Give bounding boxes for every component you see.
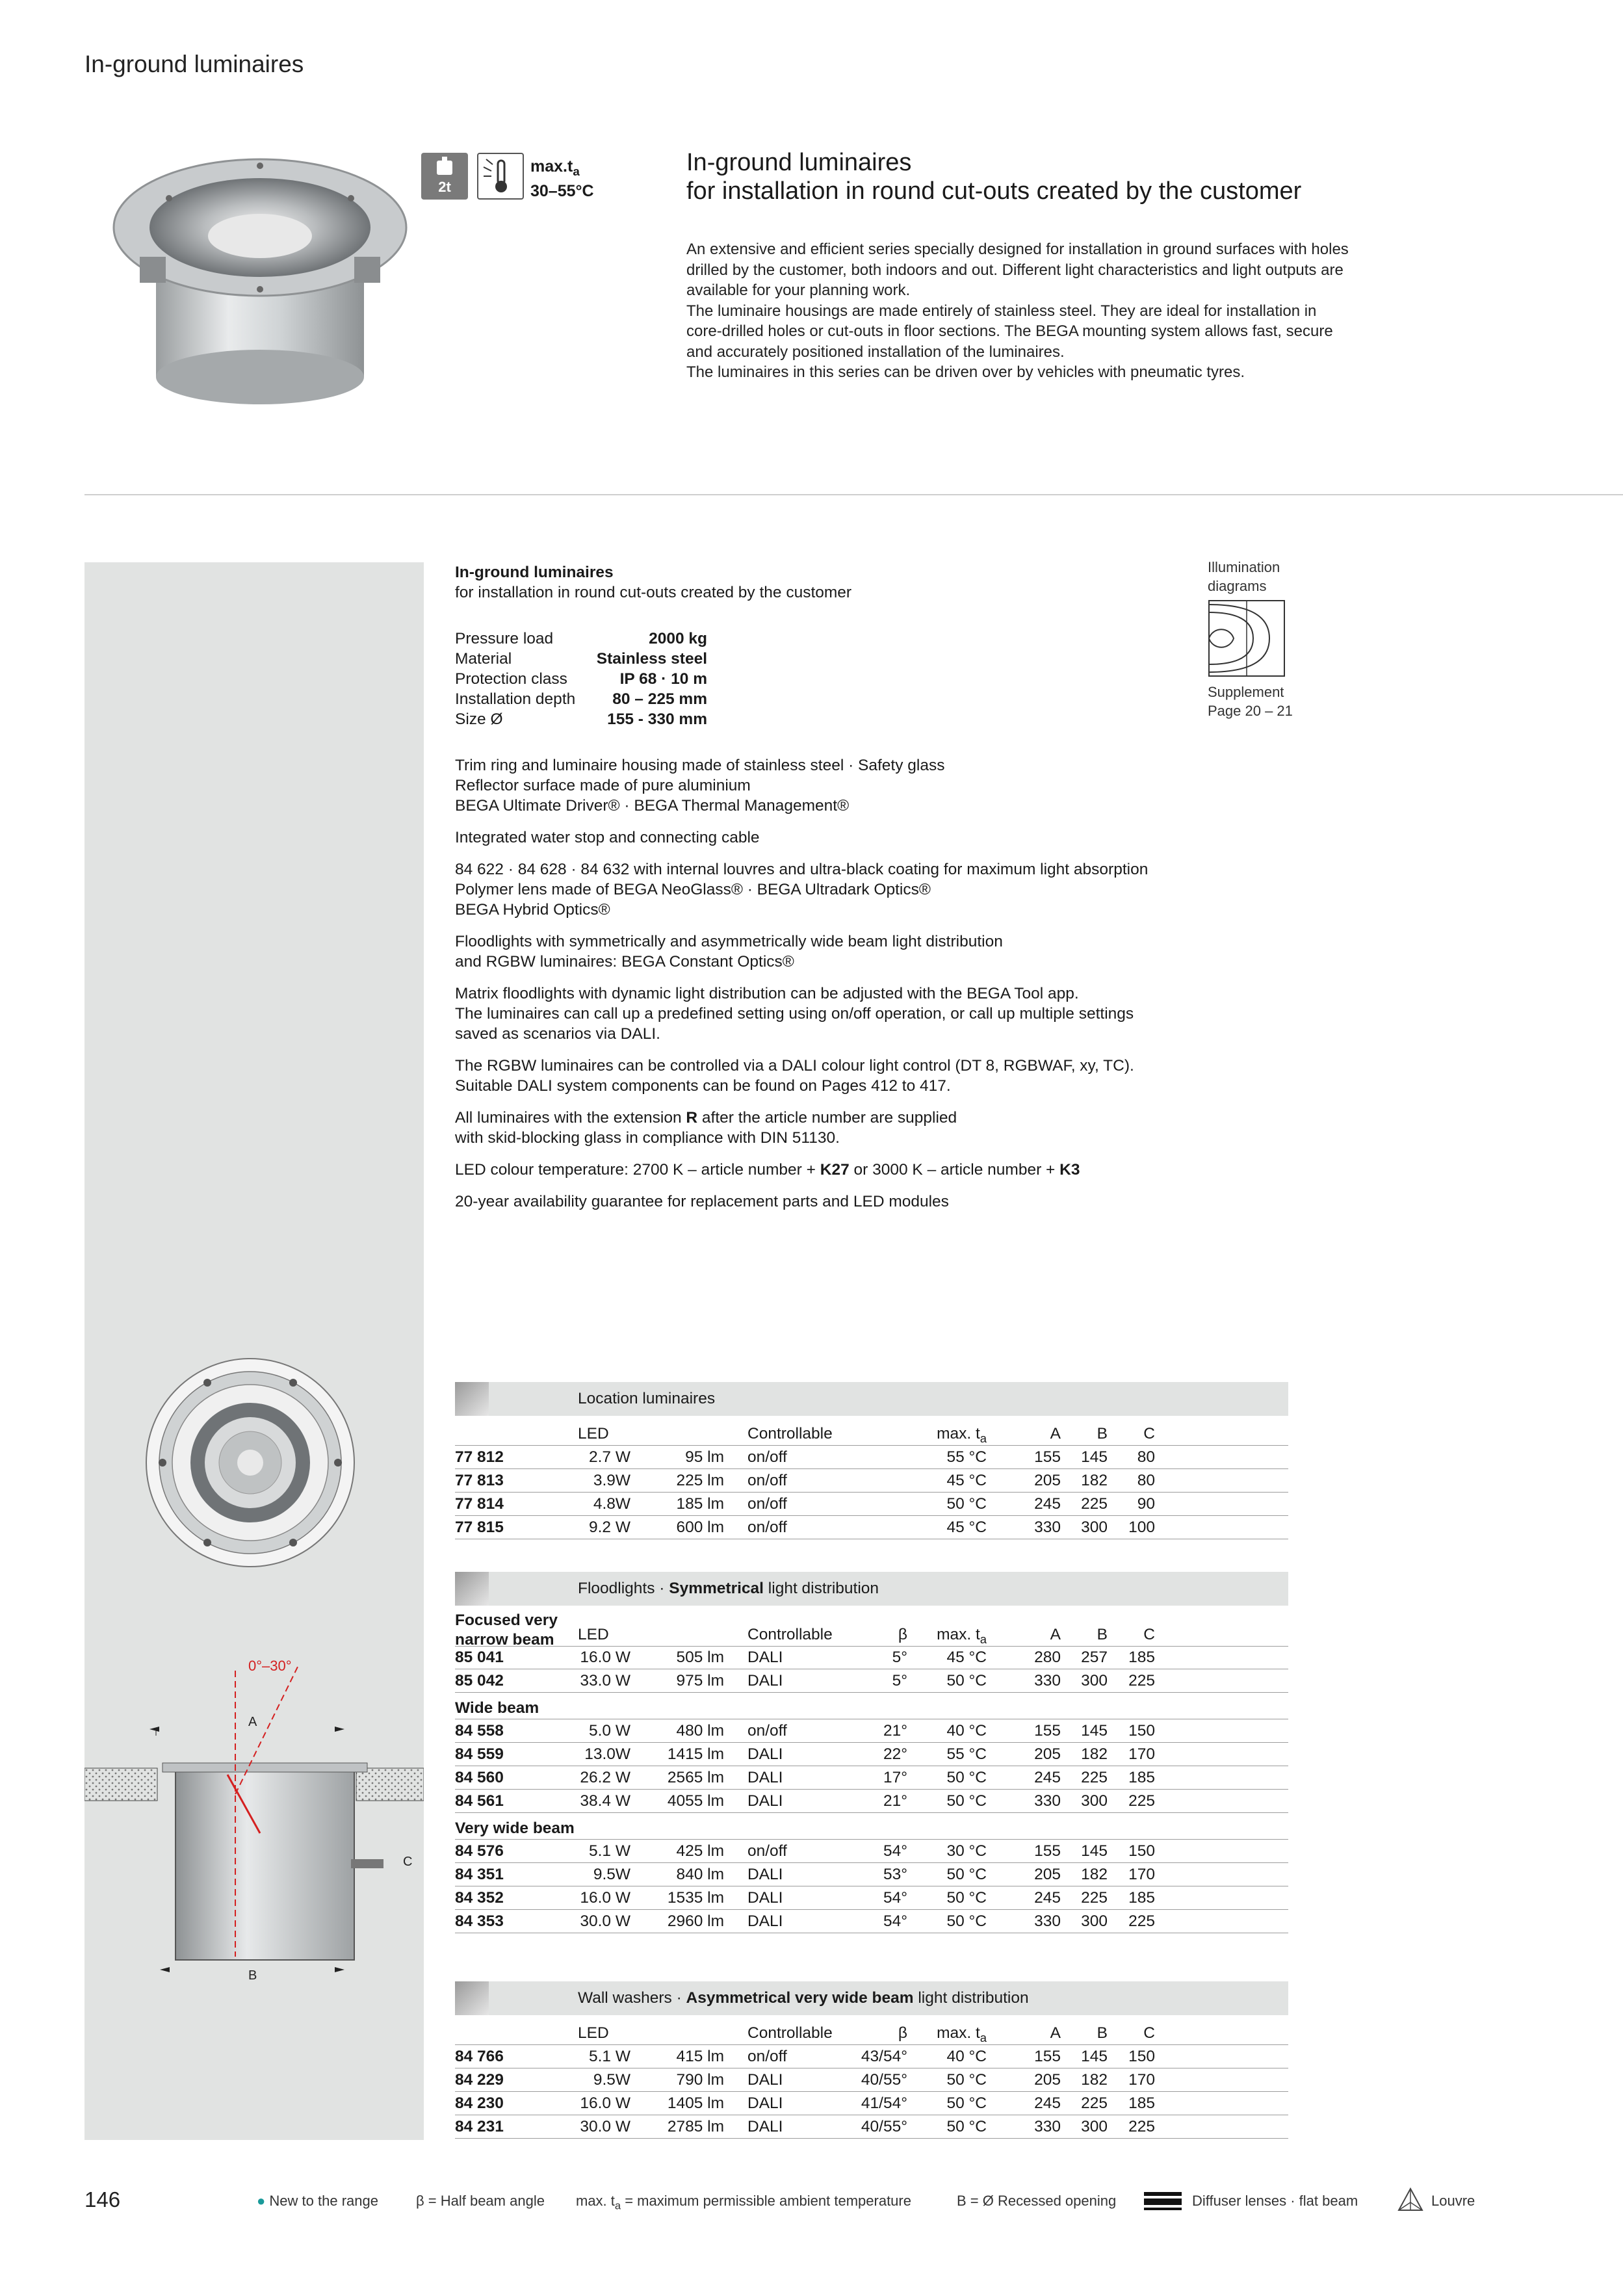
section-header: Location luminaires — [455, 1382, 1288, 1416]
intro-text: An extensive and efficient series specially designed for installation in ground surfaces with holes drilled by the customer, both indoors and out. Different light characteristics and light outputs are available for your planning work. The luminaire housings are made entirely of stainless steel. They are ideal for installation in core-drilled holes or cut-outs in floor sections. The BEGA mounting system allows fast, secure and accurately positioned installation of the luminaires. The luminaires in this series can be driven over by vehicles with pneumatic tyres. — [686, 241, 1349, 381]
table-row: 84 558 5.0 W 480 lm on/off 21° 40 °C 155 145 150 — [455, 1719, 1288, 1743]
table-row: 84 559 13.0W 1415 lm DALI 22° 55 °C 205 182 170 — [455, 1743, 1288, 1766]
angle-label: 0°–30° — [248, 1658, 292, 1674]
section-drawing — [84, 1645, 424, 1989]
louvre-icon — [1396, 2187, 1425, 2213]
table-location: Location luminaires LED Controllable max. $t_a$ A B C 77 812 2.7 W 95 lm on/off 55 °C 155 145 80 77 813 3.9W 225 lm on/off 45 °C 205 182 80 77 814 4.8W 185 lm on/off 50 °C 245 225 90 77 815 9.2 W 600 lm on/off 45 °C 330 300 100 — [455, 1382, 1288, 1539]
spec-block: In-ground luminaires for installation in round cut-outs created by the customer Pressure load 2000 kg Material Stainless steel Protection class IP 68 · 10 m Installation depth 80 – 225 mm Size Ø 155 - 330 mm Trim ring and luminaire housing made of stainless steel · Safety glass Reflector surface made of pure aluminium BEGA Ultimate Driver® · BEGA Thermal Management® Integrated water stop and connecting cable 84 622 · 84 628 · 84 632 with internal louvres and ultra-black coating for maximum light absorption Polymer lens made of BEGA NeoGlass® · BEGA Ultradark Optics® BEGA Hybrid Optics® Floodlights with symmetrically and asymmetrically wide beam light distribution and RGBW luminaires: BEGA Constant Optics® Matrix floodlights with dynamic light distribution can be adjusted with the BEGA Tool app. The luminaires can call up a predefined setting using on/off operation, or call up multiple settings saved as scenarios via DALI. The RGBW luminaires can be controlled via a DALI colour light control (DT 8, RGBWAF, xy, TC). Suitable DALI system components can be found on Pages 412 to 417. All luminaires with the extension R after the article number are supplied with skid-blocking glass in compliance with DIN 51130. LED colour temperature: 2700 K – article number + K27 or 3000 K – article number + K3 20-year availability guarantee for replacement parts and LED modules — [455, 564, 1149, 1210]
pressure-load-icon: 2t — [421, 153, 468, 200]
divider — [84, 494, 1623, 495]
table-row: 77 813 3.9W 225 lm on/off 45 °C 205 182 80 — [455, 1469, 1288, 1493]
table-row: 84 561 38.4 W 4055 lm DALI 21° 50 °C 330 300 225 — [455, 1790, 1288, 1813]
table-row: 84 230 16.0 W 1405 lm DALI 41/54° 50 °C 245 225 185 — [455, 2092, 1288, 2115]
table-row: 77 812 2.7 W 95 lm on/off 55 °C 155 145 80 — [455, 1446, 1288, 1469]
supplement-ref: Supplement Page 20 – 21 — [1208, 684, 1293, 719]
section-thumb-icon — [455, 1382, 489, 1416]
illumination-diagram-icon[interactable] — [1208, 599, 1286, 677]
spec-badges — [421, 153, 594, 201]
table-row: 77 814 4.8W 185 lm on/off 50 °C 245 225 90 — [455, 1493, 1288, 1516]
legend-b: B = Ø Recessed opening — [957, 2193, 1117, 2209]
diffuser-icon — [1144, 2189, 1182, 2211]
table-row: 84 229 9.5W 790 lm DALI 40/55° 50 °C 205 182 170 — [455, 2068, 1288, 2092]
section-header: Wall washers · Asymmetrical very wide beam light distribution — [455, 1981, 1288, 2015]
spec-row: Protection class IP 68 · 10 m — [455, 670, 707, 688]
spec-row: Material Stainless steel — [455, 650, 707, 668]
table-row: 77 815 9.2 W 600 lm on/off 45 °C 330 300 100 — [455, 1516, 1288, 1539]
section-thumb-icon — [455, 1981, 489, 2015]
table-row: 84 766 5.1 W 415 lm on/off 43/54° 40 °C 155 145 150 — [455, 2045, 1288, 2068]
section-header: Floodlights · Symmetrical light distribution — [455, 1572, 1288, 1606]
illumination-label: Illumination diagrams — [1208, 559, 1280, 594]
legend-diffuser: Diffuser lenses · flat beam — [1192, 2193, 1358, 2209]
spec-row: Size Ø 155 - 330 mm — [455, 711, 707, 728]
section-title: In-ground luminaires for installation in round cut-outs created by the customer — [686, 149, 1302, 205]
product-hero-image — [104, 146, 416, 419]
spec-row: Installation depth 80 – 225 mm — [455, 690, 707, 708]
top-view-drawing — [144, 1357, 356, 1569]
temperature-range: $\max.t_a$ 30–55°C — [530, 157, 594, 200]
legend-louvre: Louvre — [1431, 2193, 1475, 2209]
table-row: 84 560 26.2 W 2565 lm DALI 17° 50 °C 245 225 185 — [455, 1766, 1288, 1790]
legend-new: ● New to the range — [257, 2193, 378, 2209]
table-row: 84 353 30.0 W 2960 lm DALI 54° 50 °C 330 300 225 — [455, 1910, 1288, 1933]
table-row: 84 231 30.0 W 2785 lm DALI 40/55° 50 °C 330 300 225 — [455, 2115, 1288, 2139]
table-row: 84 352 16.0 W 1535 lm DALI 54° 50 °C 245 225 185 — [455, 1886, 1288, 1910]
dim-b-label: B — [248, 1968, 257, 1983]
legend-ta: max. $t_a$ = maximum permissible ambient temperature — [576, 2193, 911, 2212]
temperature-icon — [477, 153, 524, 200]
spec-row: Pressure load 2000 kg — [455, 630, 707, 647]
dim-c-label: C — [403, 1855, 413, 1869]
page-number: 146 — [84, 2187, 121, 2211]
table-wall-washers: Wall washers · Asymmetrical very wide beam light distribution LED Controllable β max. $t_a$ A B C 84 766 5.1 W 415 lm on/off 43/54° 40 °C 155 145 150 84 229 9.5W 790 lm DALI 40/55° 50 °C 205 182 170 84 230 16.0 W 1405 lm DALI 41/54° 50 °C 245 225 185 84 231 30.0 W 2785 lm DALI 40/55° 50 °C 330 300 225 — [455, 1981, 1288, 2139]
dim-a-label: A — [248, 1715, 257, 1729]
table-row: 85 041 16.0 W 505 lm DALI 5° 45 °C 280 257 185 — [455, 1646, 1288, 1669]
section-thumb-icon — [455, 1572, 489, 1606]
table-row: 84 576 5.1 W 425 lm on/off 54° 30 °C 155 145 150 — [455, 1840, 1288, 1863]
page-title: In-ground luminaires — [84, 51, 304, 77]
table-floodlights: Floodlights · Symmetrical light distribution Focused very narrow beam LED Controllable β max. $t_a$ A B C 85 041 16.0 W 505 lm DALI 5° 45 °C 280 257 185 85 042 33.0 W 975 lm DALI 5° 50 °C 330 300 225 Wide beam 84 558 5.0 W 480 lm on/off 21° 40 °C 155 145 150 84 559 13.0W 1415 lm DALI 22° 55 °C 205 182 170 84 560 26.2 W 2565 lm DALI 17° 50 °C 245 225 185 84 561 38.4 W 4055 lm DALI 21° 50 °C 330 300 225 Very wide beam 84 576 5.1 W 425 lm on/off 54° 30 °C 155 145 150 84 351 9.5W 840 lm DALI 53° 50 °C 205 182 170 84 352 16.0 W 1535 lm DALI 54° 50 °C 245 225 185 84 353 30.0 W 2960 lm DALI 54° 50 °C 330 300 225 — [455, 1572, 1288, 1933]
new-dot-icon: ● — [257, 2193, 266, 2209]
legend-beta: β = Half beam angle — [416, 2193, 545, 2209]
table-row: 85 042 33.0 W 975 lm DALI 5° 50 °C 330 300 225 — [455, 1669, 1288, 1693]
table-row: 84 351 9.5W 840 lm DALI 53° 50 °C 205 182 170 — [455, 1863, 1288, 1886]
